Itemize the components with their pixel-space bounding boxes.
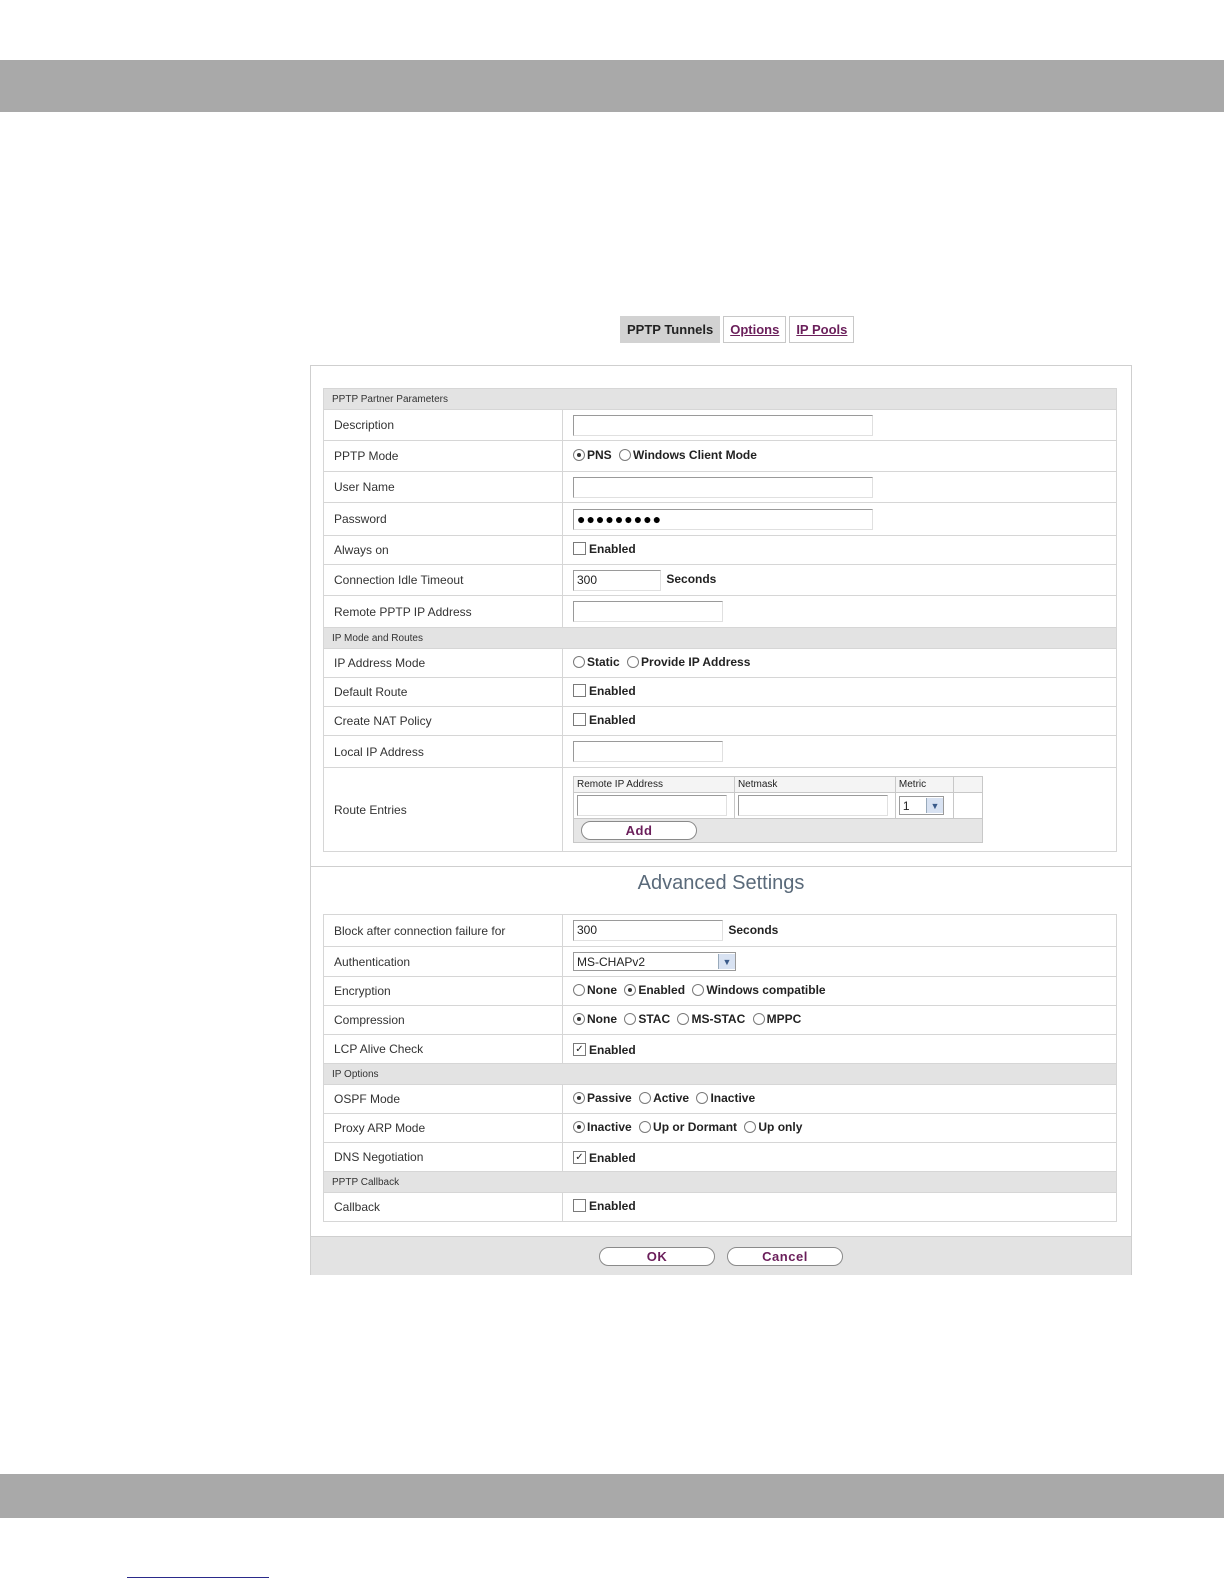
encryption-enabled-radio[interactable] <box>624 984 636 996</box>
tab-options[interactable]: Options <box>723 316 786 343</box>
compression-label: Compression <box>324 1006 563 1035</box>
callback-checkbox[interactable] <box>573 1199 586 1212</box>
remote-ip-label: Remote PPTP IP Address <box>324 596 563 628</box>
lcp-alive-checkbox[interactable]: ✓ <box>573 1043 586 1056</box>
pptp-mode-windows-label: Windows Client Mode <box>633 448 757 462</box>
always-on-option: Enabled <box>589 541 636 556</box>
tab-bar <box>620 316 854 343</box>
authentication-select[interactable] <box>573 952 736 971</box>
proxy-arp-up-only-label: Up only <box>758 1120 803 1134</box>
section-ip-options: IP Options <box>324 1064 1117 1085</box>
block-after-label: Block after connection failure for <box>324 915 563 947</box>
ip-mode-static-radio[interactable] <box>573 656 585 668</box>
route-col-remote-ip: Remote IP Address <box>574 777 735 793</box>
idle-timeout-input[interactable]: 300 <box>573 570 661 591</box>
dns-negotiation-checkbox[interactable]: ✓ <box>573 1151 586 1164</box>
proxy-arp-inactive-radio[interactable] <box>573 1121 585 1133</box>
chevron-down-icon: ▼ <box>926 798 943 813</box>
route-add-button[interactable]: Add <box>581 821 697 840</box>
pptp-mode-pns-radio[interactable] <box>573 449 585 461</box>
ip-mode-provide-label: Provide IP Address <box>641 655 751 669</box>
local-ip-label: Local IP Address <box>324 736 563 768</box>
remote-ip-input[interactable] <box>573 601 723 622</box>
always-on-label: Always on <box>324 536 563 565</box>
idle-timeout-unit: Seconds <box>666 572 717 587</box>
description-input[interactable] <box>573 415 873 436</box>
section-ip-mode-routes: IP Mode and Routes <box>324 628 1117 649</box>
dns-negotiation-label: DNS Negotiation <box>324 1143 563 1172</box>
password-input[interactable]: ●●●●●●●●● <box>573 509 873 530</box>
ip-address-mode-label: IP Address Mode <box>324 649 563 678</box>
encryption-none-radio[interactable] <box>573 984 585 996</box>
route-remote-ip-input[interactable] <box>577 795 727 816</box>
settings-panel <box>310 365 1132 1275</box>
footer-band <box>0 1474 1224 1518</box>
ospf-active-radio[interactable] <box>639 1092 651 1104</box>
local-ip-input[interactable] <box>573 741 723 762</box>
compression-stac-label: STAC <box>638 1012 671 1026</box>
idle-timeout-label: Connection Idle Timeout <box>324 565 563 596</box>
section-partner-parameters: PPTP Partner Parameters <box>324 389 1117 410</box>
ospf-inactive-radio[interactable] <box>696 1092 708 1104</box>
route-metric-select[interactable] <box>899 796 944 815</box>
proxy-arp-dormant-label: Up or Dormant <box>653 1120 738 1134</box>
ip-mode-provide-radio[interactable] <box>627 656 639 668</box>
encryption-windows-radio[interactable] <box>692 984 704 996</box>
callback-option: Enabled <box>589 1198 636 1213</box>
compression-ms-stac-label: MS-STAC <box>691 1012 746 1026</box>
ospf-inactive-label: Inactive <box>710 1091 756 1105</box>
user-name-label: User Name <box>324 472 563 503</box>
advanced-settings-table <box>323 914 1117 1222</box>
route-entries-label: Route Entries <box>324 768 563 852</box>
password-label: Password <box>324 503 563 536</box>
advanced-settings-title[interactable]: Advanced Settings <box>637 872 805 894</box>
create-nat-label: Create NAT Policy <box>324 707 563 736</box>
ospf-mode-label: OSPF Mode <box>324 1085 563 1114</box>
description-label: Description <box>324 410 563 441</box>
lcp-alive-label: LCP Alive Check <box>324 1035 563 1064</box>
footer-rule <box>127 1577 269 1578</box>
compression-stac-radio[interactable] <box>624 1013 636 1025</box>
ok-button[interactable]: OK <box>599 1247 715 1266</box>
pptp-mode-windows-radio[interactable] <box>619 449 631 461</box>
always-on-checkbox[interactable] <box>573 542 586 555</box>
block-after-input[interactable]: 300 <box>573 920 723 941</box>
route-netmask-input[interactable] <box>738 795 888 816</box>
create-nat-checkbox[interactable] <box>573 713 586 726</box>
encryption-windows-label: Windows compatible <box>706 983 826 997</box>
create-nat-option: Enabled <box>589 712 636 727</box>
tab-ip-pools[interactable]: IP Pools <box>789 316 854 343</box>
default-route-label: Default Route <box>324 678 563 707</box>
authentication-value: MS-CHAPv2 <box>577 954 646 969</box>
callback-label: Callback <box>324 1193 563 1222</box>
compression-mppc-radio[interactable] <box>753 1013 765 1025</box>
route-metric-value: 1 <box>902 798 910 813</box>
encryption-enabled-label: Enabled <box>638 983 686 997</box>
lcp-alive-option: Enabled <box>589 1042 636 1057</box>
advanced-divider <box>311 866 1131 867</box>
tab-pptp-tunnels[interactable]: PPTP Tunnels <box>620 316 720 343</box>
block-after-unit: Seconds <box>728 922 779 937</box>
ospf-passive-radio[interactable] <box>573 1092 585 1104</box>
compression-ms-stac-radio[interactable] <box>677 1013 689 1025</box>
ospf-passive-label: Passive <box>587 1091 632 1105</box>
proxy-arp-dormant-radio[interactable] <box>639 1121 651 1133</box>
authentication-label: Authentication <box>324 947 563 977</box>
compression-none-label: None <box>587 1012 617 1026</box>
compression-none-radio[interactable] <box>573 1013 585 1025</box>
header-band <box>0 60 1224 112</box>
default-route-option: Enabled <box>589 683 636 698</box>
route-col-actions <box>953 777 982 793</box>
route-col-netmask: Netmask <box>734 777 895 793</box>
proxy-arp-label: Proxy ARP Mode <box>324 1114 563 1143</box>
chevron-down-icon: ▼ <box>718 954 735 969</box>
cancel-button[interactable]: Cancel <box>727 1247 843 1266</box>
route-col-metric: Metric <box>895 777 953 793</box>
ip-mode-static-label: Static <box>587 655 620 669</box>
user-name-input[interactable] <box>573 477 873 498</box>
encryption-label: Encryption <box>324 977 563 1006</box>
route-entries-table <box>573 776 983 843</box>
proxy-arp-up-only-radio[interactable] <box>744 1121 756 1133</box>
encryption-none-label: None <box>587 983 617 997</box>
basic-settings-table <box>323 388 1117 852</box>
pptp-mode-label: PPTP Mode <box>324 441 563 472</box>
ospf-active-label: Active <box>653 1091 690 1105</box>
proxy-arp-inactive-label: Inactive <box>587 1120 632 1134</box>
button-bar <box>311 1236 1131 1275</box>
default-route-checkbox[interactable] <box>573 684 586 697</box>
dns-negotiation-option: Enabled <box>589 1150 636 1165</box>
section-pptp-callback: PPTP Callback <box>324 1172 1117 1193</box>
compression-mppc-label: MPPC <box>766 1012 802 1026</box>
pptp-mode-pns-label: PNS <box>587 448 612 462</box>
